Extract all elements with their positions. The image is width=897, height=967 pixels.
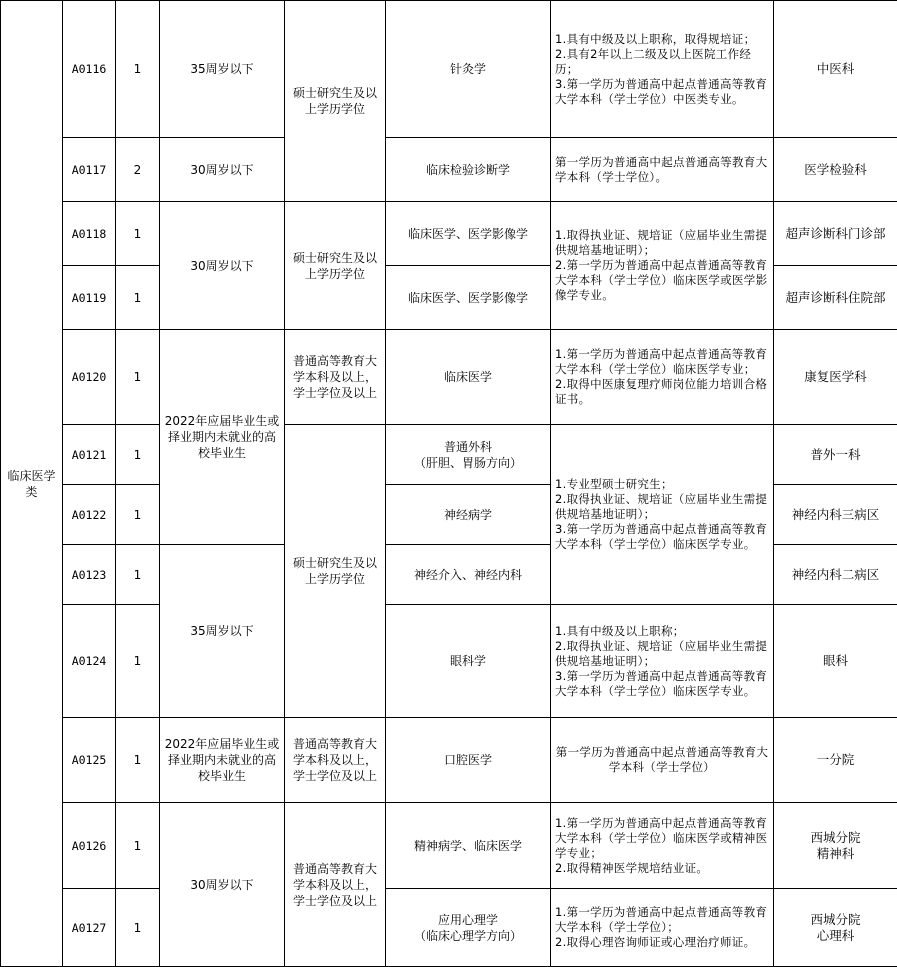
position-code: A0122 [63, 485, 116, 545]
table-row [1, 803, 897, 889]
other-requirements: 1.具有中级及以上职称，取得规培证； 2.具有2年以上二级及以上医院工作经历； 3.第一学历为普通高中起点普通高等教育大学本科（学士学位）中医类专业。 [551, 1, 774, 138]
department: 一分院 [774, 718, 897, 803]
department: 医学检验科 [774, 138, 897, 202]
age-requirement: 30周岁以下 [160, 803, 285, 967]
hire-count: 2 [116, 138, 160, 202]
hire-count: 1 [116, 202, 160, 266]
other-requirements: 第一学历为普通高中起点普通高等教育大学本科（学士学位） [551, 718, 774, 803]
hire-count: 1 [116, 485, 160, 545]
education-requirement: 普通高等教育大学本科及以上，学士学位及以上 [285, 803, 386, 967]
department: 超声诊断科住院部 [774, 266, 897, 330]
table-row [1, 202, 897, 266]
other-requirements: 1.取得执业证、规培证（应届毕业生需提供规培基地证明）； 2.第一学历为普通高中起点普通高等教育大学本科（学士学位）临床医学或医学影像学专业。 [551, 202, 774, 330]
position-code: A0123 [63, 545, 116, 605]
major: 针灸学 [386, 1, 551, 138]
table-row [1, 1, 897, 138]
position-code: A0117 [63, 138, 116, 202]
hire-count: 1 [116, 425, 160, 485]
hire-count: 1 [116, 266, 160, 330]
major: 眼科学 [386, 605, 551, 718]
other-requirements: 1.第一学历为普通高中起点普通高等教育大学本科（学士学位）临床医学专业； 2.取得中医康复理疗师岗位能力培训合格证书。 [551, 330, 774, 425]
other-requirements: 1.第一学历为普通高中起点普通高等教育大学本科（学士学位）临床医学或精神医学专业； 2.取得精神医学规培结业证。 [551, 803, 774, 889]
department: 超声诊断科门诊部 [774, 202, 897, 266]
department: 康复医学科 [774, 330, 897, 425]
table-row [1, 718, 897, 803]
major: 应用心理学 （临床心理学方向） [386, 889, 551, 967]
position-code: A0116 [63, 1, 116, 138]
education-requirement: 硕士研究生及以上学历学位 [285, 425, 386, 718]
other-requirements: 1.专业型硕士研究生； 2.取得执业证、规培证（应届毕业生需提供规培基地证明）； 3.第一学历为普通高中起点普通高等教育大学本科（学士学位）临床医学专业。 [551, 425, 774, 605]
position-code: A0126 [63, 803, 116, 889]
department: 神经内科三病区 [774, 485, 897, 545]
major: 临床医学、医学影像学 [386, 266, 551, 330]
position-code: A0120 [63, 330, 116, 425]
position-code: A0121 [63, 425, 116, 485]
table-row [1, 605, 897, 718]
department: 神经内科二病区 [774, 545, 897, 605]
major: 临床检验诊断学 [386, 138, 551, 202]
table-row [1, 138, 897, 202]
hire-count: 1 [116, 330, 160, 425]
education-requirement: 普通高等教育大学本科及以上，学士学位及以上 [285, 330, 386, 425]
position-code: A0119 [63, 266, 116, 330]
education-requirement: 普通高等教育大学本科及以上，学士学位及以上 [285, 718, 386, 803]
department: 西城分院 心理科 [774, 889, 897, 967]
hire-count: 1 [116, 718, 160, 803]
department: 普外一科 [774, 425, 897, 485]
major: 普通外科 （肝胆、胃肠方向） [386, 425, 551, 485]
age-requirement: 2022年应届毕业生或择业期内未就业的高校毕业生 [160, 330, 285, 545]
hire-count: 1 [116, 1, 160, 138]
category-cell: 临床医学类 [1, 1, 63, 967]
major: 口腔医学 [386, 718, 551, 803]
age-requirement: 2022年应届毕业生或择业期内未就业的高校毕业生 [160, 718, 285, 803]
other-requirements: 1.具有中级及以上职称； 2.取得执业证、规培证（应届毕业生需提供规培基地证明）； 3.第一学历为普通高中起点普通高等教育大学本科（学士学位）临床医学专业。 [551, 605, 774, 718]
department: 眼科 [774, 605, 897, 718]
table-row [1, 425, 897, 485]
position-code: A0125 [63, 718, 116, 803]
other-requirements: 第一学历为普通高中起点普通高等教育大学本科（学士学位）。 [551, 138, 774, 202]
age-requirement: 35周岁以下 [160, 1, 285, 138]
hire-count: 1 [116, 889, 160, 967]
age-requirement: 35周岁以下 [160, 545, 285, 718]
position-code: A0127 [63, 889, 116, 967]
age-requirement: 30周岁以下 [160, 202, 285, 330]
table-row [1, 330, 897, 425]
table-row [1, 889, 897, 967]
major: 临床医学、医学影像学 [386, 202, 551, 266]
major: 精神病学、临床医学 [386, 803, 551, 889]
major: 神经介入、神经内科 [386, 545, 551, 605]
age-requirement: 30周岁以下 [160, 138, 285, 202]
position-code: A0118 [63, 202, 116, 266]
education-requirement: 硕士研究生及以上学历学位 [285, 1, 386, 202]
position-code: A0124 [63, 605, 116, 718]
hire-count: 1 [116, 545, 160, 605]
department: 西城分院 精神科 [774, 803, 897, 889]
other-requirements: 1.第一学历为普通高中起点普通高等教育大学本科（学士学位）； 2.取得心理咨询师证或心理治疗师证。 [551, 889, 774, 967]
education-requirement: 硕士研究生及以上学历学位 [285, 202, 386, 330]
department: 中医科 [774, 1, 897, 138]
major: 临床医学 [386, 330, 551, 425]
hire-count: 1 [116, 605, 160, 718]
hire-count: 1 [116, 803, 160, 889]
major: 神经病学 [386, 485, 551, 545]
